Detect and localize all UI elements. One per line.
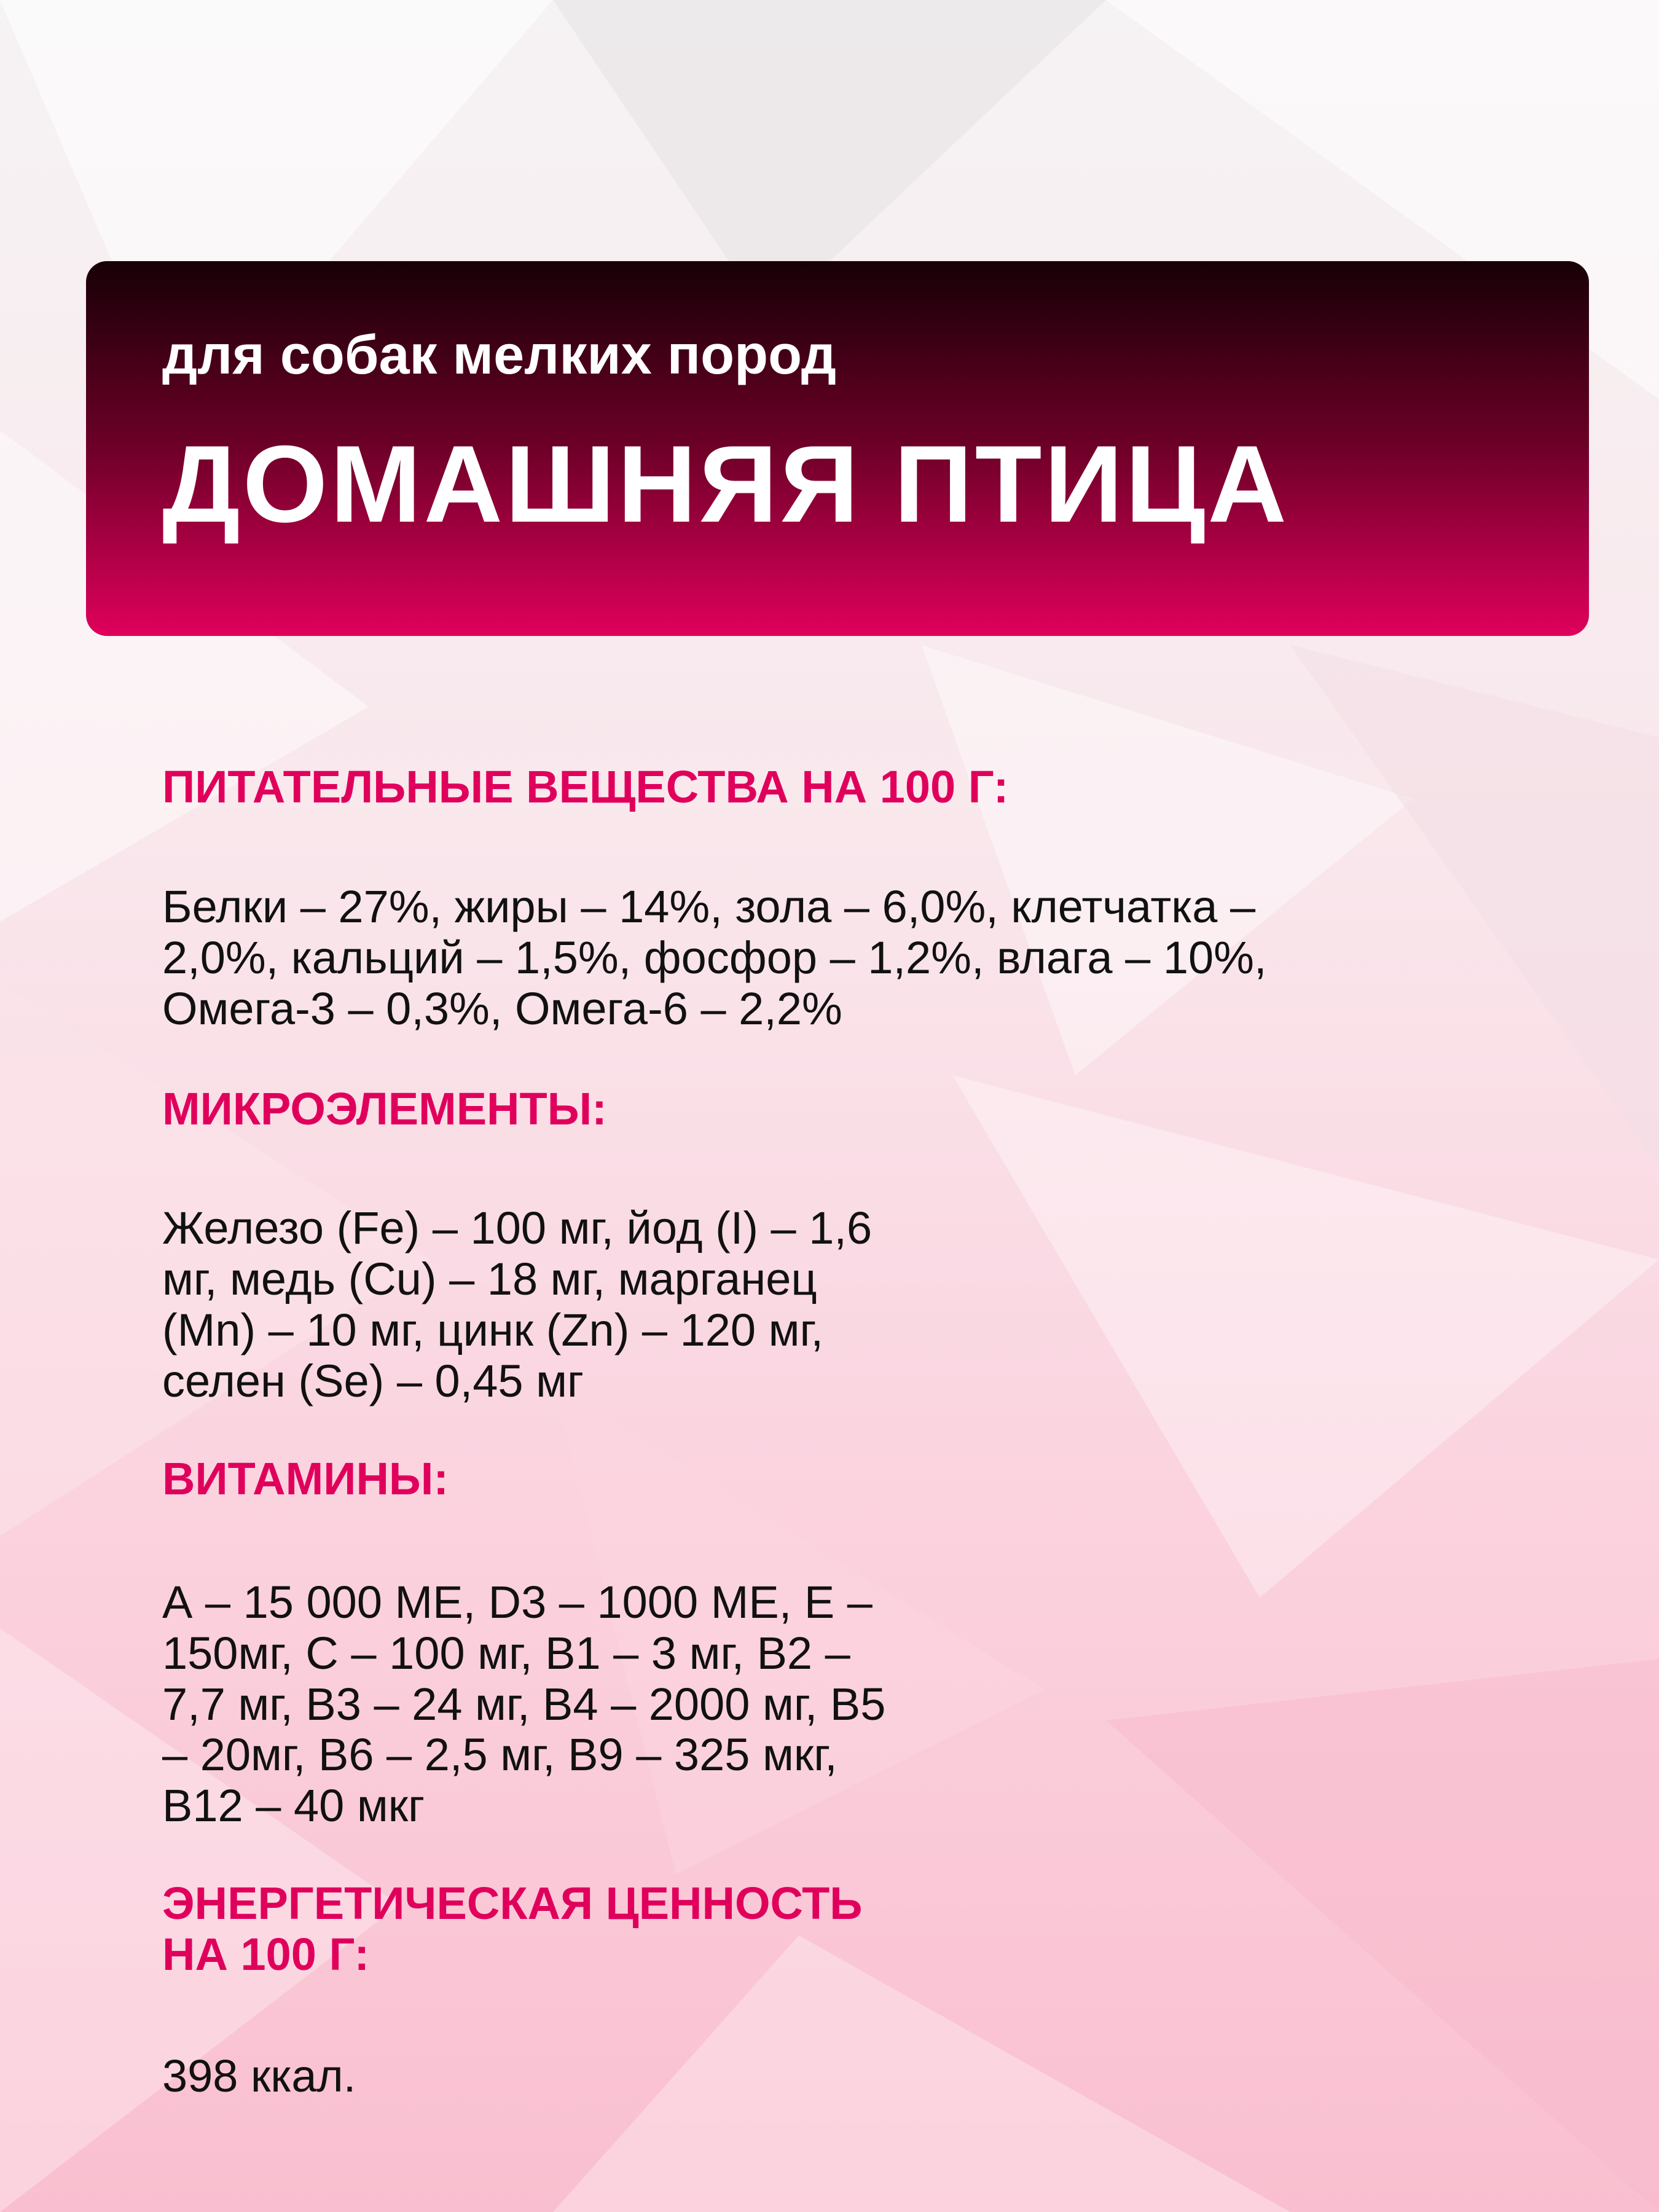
nutrition-content — [162, 762, 1575, 2102]
text-line: (Mn) – 10 мг, цинк (Zn) – 120 мг, — [162, 1304, 824, 1356]
section-text — [162, 1577, 1575, 1832]
heading-line: ПИТАТЕЛЬНЫЕ ВЕЩЕСТВА НА 100 Г: — [162, 761, 1009, 812]
heading-line: МИКРОЭЛЕМЕНТЫ: — [162, 1083, 607, 1134]
heading-line: ВИТАМИНЫ: — [162, 1453, 449, 1504]
section-vitamins — [162, 1454, 1575, 1832]
text-line: Омега-3 – 0,3%, Омега-6 – 2,2% — [162, 982, 842, 1034]
section-heading — [162, 762, 1575, 813]
header-banner — [86, 261, 1589, 636]
text-line: 150мг, С – 100 мг, В1 – 3 мг, В2 – — [162, 1627, 850, 1679]
text-line: А – 15 000 МЕ, D3 – 1000 МЕ, Е – — [162, 1576, 873, 1628]
text-line: В12 – 40 мкг — [162, 1780, 425, 1832]
section-text — [162, 882, 1575, 1035]
section-heading — [162, 1454, 1575, 1505]
subtitle: для собак мелких пород — [162, 324, 837, 386]
product-title: ДОМАШНЯЯ ПТИЦА — [162, 423, 1290, 545]
text-line: – 20мг, В6 – 2,5 мг, В9 – 325 мкг, — [162, 1729, 837, 1781]
section-energy — [162, 1878, 1575, 2102]
text-line: 398 ккал. — [162, 2050, 356, 2101]
heading-line: НА 100 Г: — [162, 1929, 370, 1980]
section-heading — [162, 1878, 1575, 1980]
text-line: Белки – 27%, жиры – 14%, зола – 6,0%, клетчатка – — [162, 880, 1256, 932]
text-line: мг, медь (Cu) – 18 мг, марганец — [162, 1253, 817, 1305]
text-line: селен (Se) – 0,45 мг — [162, 1355, 584, 1406]
text-line: 2,0%, кальций – 1,5%, фосфор – 1,2%, влага – 10%, — [162, 931, 1267, 983]
heading-line: ЭНЕРГЕТИЧЕСКАЯ ЦЕННОСТЬ — [162, 1878, 863, 1929]
text-line: Железо (Fe) – 100 мг, йод (I) – 1,6 — [162, 1202, 873, 1254]
section-text — [162, 2051, 1575, 2102]
text-line: 7,7 мг, В3 – 24 мг, В4 – 2000 мг, В5 — [162, 1678, 886, 1730]
section-nutrients — [162, 762, 1575, 1035]
section-heading — [162, 1084, 1575, 1135]
section-text — [162, 1203, 1575, 1407]
section-microelements — [162, 1084, 1575, 1407]
